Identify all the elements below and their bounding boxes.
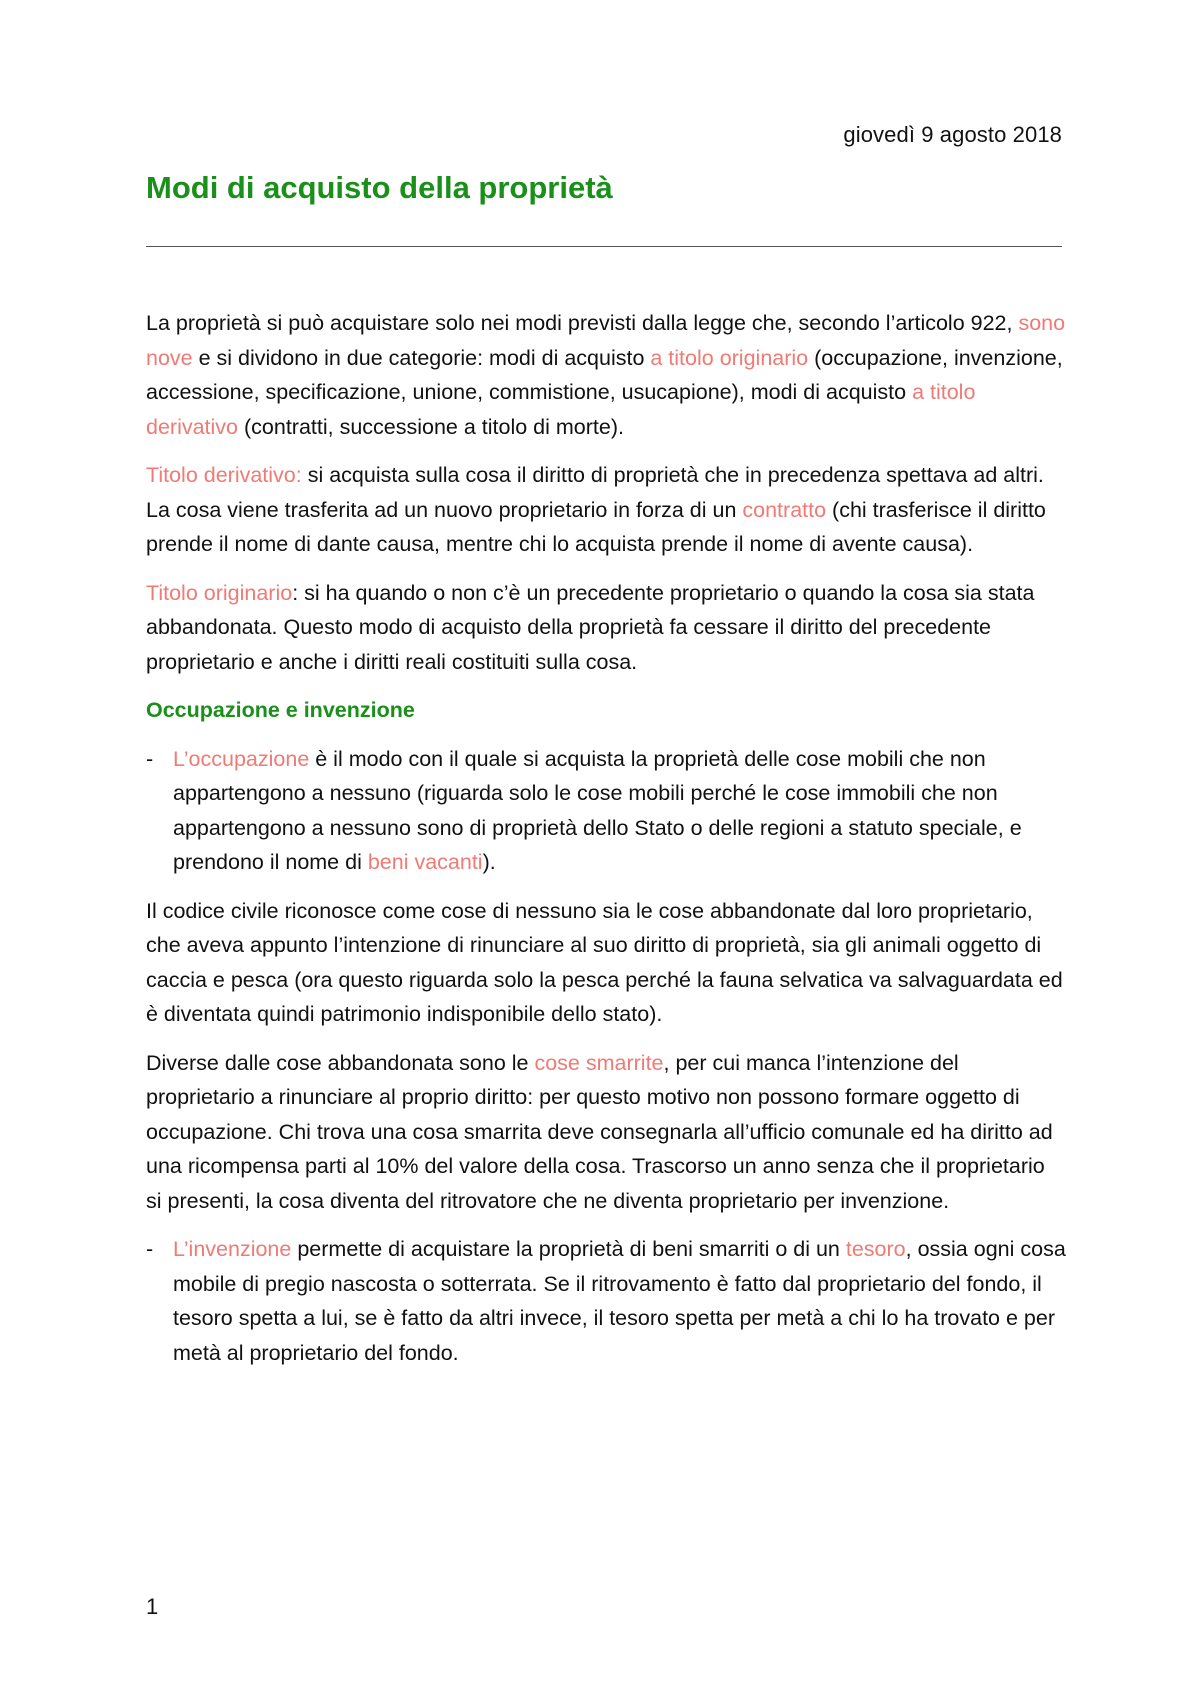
- bullet-dash: -: [146, 746, 154, 771]
- text-run: Diverse dalle cose abbandonata sono le: [146, 1050, 535, 1075]
- page-number: 1: [146, 1594, 159, 1619]
- text-run: : si ha quando o non c’è un precedente proprietario o quando la cosa sia stata abbandonata. Questo modo di acquisto della proprietà fa cessare il diritto del precedente proprietario e anche i diritti reali costituiti sulla cosa.: [146, 580, 1035, 674]
- highlight-beni-vacanti: beni vacanti: [367, 850, 483, 874]
- highlight-cose-smarrite: cose smarrite: [534, 1050, 664, 1075]
- text-run: , per cui manca l’intenzione del proprietario a rinunciare al proprio diritto: per questo motivo non possono formare oggetto di occupazione. Chi trova una cosa smarrita deve consegnarla all’ufficio comunale ed ha diritto ad una ricompensa parti al 10% del valore della cosa. Trascorso un anno senza che il proprietario si presenti, la cosa diventa del ritrovatore che ne diventa proprietario per invenzione.: [146, 1050, 1053, 1213]
- text-run: permette di acquistare la proprietà di beni smarriti o di un: [291, 1237, 846, 1261]
- term-occupazione: L’occupazione: [173, 746, 310, 771]
- document-body: [146, 306, 1066, 1384]
- highlight-contratto: contratto: [742, 497, 827, 522]
- text-run: (occupazione, invenzione, accessione, specificazione, unione, commistione, usucapione), modi di acquisto: [146, 345, 1063, 404]
- text-run: ).: [482, 850, 496, 874]
- bullet-dash: -: [146, 1237, 154, 1261]
- highlight-titolo-originario: a titolo originario: [650, 345, 809, 370]
- text-run: La proprietà si può acquistare solo nei modi previsti dalla legge che, secondo l’articolo 922,: [146, 311, 1019, 335]
- paragraph-intro: [146, 306, 1066, 444]
- paragraph-titolo-originario: [146, 576, 1066, 680]
- term-titolo-derivativo: Titolo derivativo:: [146, 463, 302, 487]
- text-run: (chi trasferisce il diritto prende il nome di dante causa, mentre chi lo acquista prende il nome di avente causa).: [146, 497, 1046, 556]
- paragraph-cose-smarrite: [146, 1046, 1066, 1219]
- text-run: è il modo con il quale si acquista la proprietà delle cose mobili che non appartengono a nessuno (riguarda solo le cose mobili perché le cose immobili che non appartengono a nessuno sono di proprietà dello Stato o delle regioni a statuto speciale, e prendono il nome di: [173, 746, 1022, 874]
- text-run: si acquista sulla cosa il diritto di proprietà che in precedenza spettava ad altri. La cosa viene trasferita ad un nuovo proprietario in forza di un: [146, 463, 1044, 522]
- list-item-occupazione: [146, 742, 1066, 880]
- term-invenzione: L’invenzione: [173, 1237, 292, 1261]
- paragraph-titolo-derivativo: [146, 458, 1066, 562]
- text-run: Il codice civile riconosce come cose di nessuno sia le cose abbandonate dal loro proprietario, che aveva appunto l’intenzione di rinunciare al suo diritto di proprietà, sia gli animali oggetto di caccia e pesca (ora questo riguarda solo la pesca perché la fauna selvatica va salvaguardata ed è diventata quindi patrimonio indisponibile dello stato).: [146, 898, 1063, 1026]
- highlight-sono-nove: sono nove: [146, 311, 1066, 370]
- document-date: giovedì 9 agosto 2018: [843, 122, 1062, 147]
- text-run: e si dividono in due categorie: modi di acquisto: [192, 345, 651, 370]
- section-heading: Occupazione e invenzione: [146, 698, 415, 722]
- title-divider: [146, 246, 1062, 247]
- text-run: , ossia ogni cosa mobile di pregio nascosta o sotterrata. Se il ritrovamento è fatto dal proprietario del fondo, il tesoro spetta a lui, se è fatto da altri invece, il tesoro spetta per metà a chi lo ha trovato e per metà al proprietario del fondo.: [173, 1237, 1066, 1365]
- text-run: (contratti, successione a titolo di morte).: [238, 414, 624, 439]
- term-titolo-originario: Titolo originario: [146, 580, 293, 605]
- page-title: Modi di acquisto della proprietà: [146, 170, 613, 205]
- highlight-titolo-derivativo: a titolo derivativo: [146, 380, 976, 439]
- highlight-tesoro: tesoro: [845, 1237, 906, 1261]
- paragraph-cose-di-nessuno: [146, 894, 1066, 1032]
- list-item-invenzione: [146, 1232, 1066, 1370]
